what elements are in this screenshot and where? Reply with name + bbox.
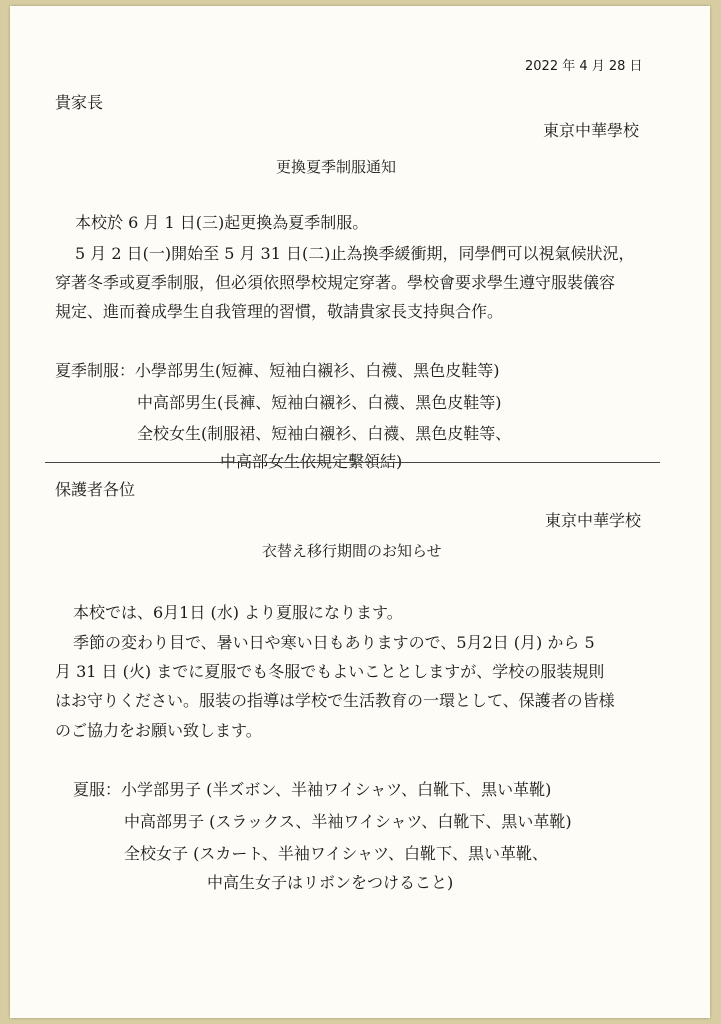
jp-uniform-item-4: 中高生女子はリボンをつけること) [207, 873, 454, 892]
cn-para1: 本校於 6 月 1 日(三)起更換為夏季制服。 [75, 213, 369, 232]
cn-uniform-item-4: 中高部女生依規定繫領結) [220, 452, 403, 471]
jp-para2-line1: 季節の変わり目で、暑い日や寒い日もありますので、5月2日 (月) から 5 [73, 633, 595, 652]
jp-uniform-item-2: 中高部男子 (スラックス、半袖ワイシャツ、白靴下、黒い革靴) [124, 812, 572, 831]
cn-uniform-item-3: 全校女生(制服裙、短袖白襯衫、白襪、黑色皮鞋等、 [137, 424, 512, 443]
cn-recipient: 貴家長 [55, 93, 104, 112]
cn-para2-line3: 規定、進而養成學生自我管理的習慣，敬請貴家長支持與合作。 [55, 302, 504, 321]
jp-sender: 東京中華学校 [545, 511, 642, 530]
jp-para2-line4: のご協力をお願い致します。 [55, 721, 262, 740]
jp-para2-line2: 月 31 日 (火) までに夏服でも冬服でもよいこととしますが、学校の服装規則 [55, 662, 605, 681]
jp-title: 衣替え移行期間のお知らせ [262, 542, 442, 560]
notice-date: 2022 年 4 月 28 日 [525, 59, 643, 74]
cn-para2-line2: 穿著冬季或夏季制服，但必須依照學校規定穿著。學校會要求學生遵守服裝儀容 [55, 273, 616, 292]
cn-uniform-item-1: 夏季制服：小學部男生(短褲、短袖白襯衫、白襪、黑色皮鞋等) [55, 361, 500, 380]
cn-sender: 東京中華學校 [543, 121, 640, 140]
jp-para1: 本校では、6月1日 (水) より夏服になります。 [73, 603, 403, 622]
jp-uniform-item-3: 全校女子 (スカート、半袖ワイシャツ、白靴下、黒い革靴、 [124, 844, 548, 863]
cn-title: 更換夏季制服通知 [276, 158, 397, 176]
jp-recipient: 保護者各位 [55, 480, 136, 499]
jp-uniform-item-1: 夏服：小学部男子 (半ズボン、半袖ワイシャツ、白靴下、黒い革靴) [73, 780, 552, 799]
cn-para2-line1: 5 月 2 日(一)開始至 5 月 31 日(二)止為換季緩衝期，同學們可以視氣候狀況， [75, 244, 635, 263]
cn-uniform-item-2: 中高部男生(長褲、短袖白襯衫、白襪、黑色皮鞋等) [137, 393, 502, 412]
jp-para2-line3: はお守りください。服装の指導は学校で生活教育の一環として、保護者の皆様 [55, 691, 615, 710]
section-divider [45, 462, 660, 463]
